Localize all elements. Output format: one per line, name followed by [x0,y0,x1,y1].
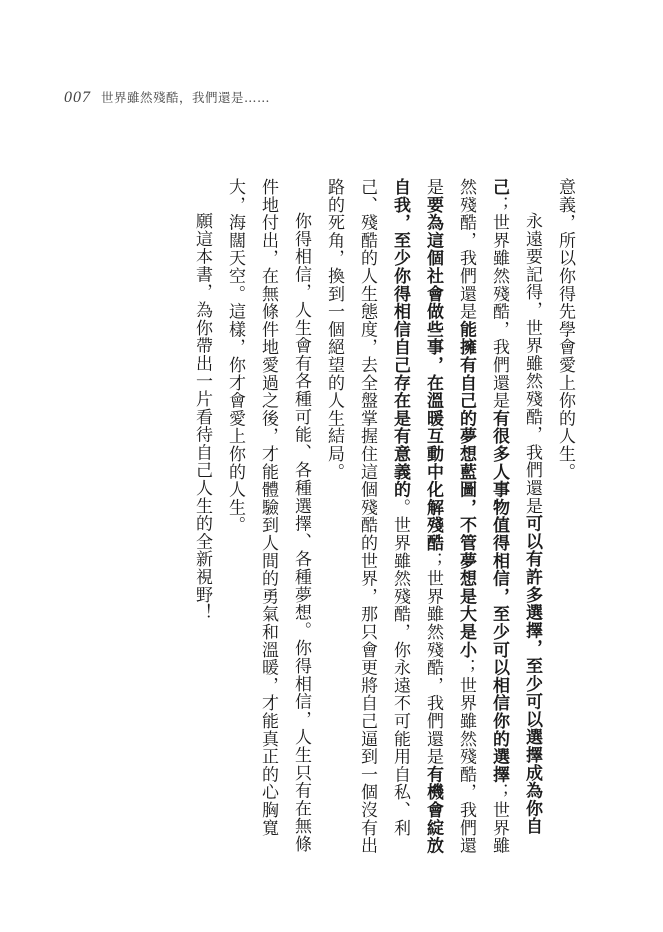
text-segment: 。世界雖然殘酷，你永遠不可能用自私、利己、殘酷的人生態度，去全盤掌握住這個殘酷的世界，那只會更將自己逼到一個沒有出路的死角，換到一個絕望的人生結局。 [324,178,410,855]
page-number: 007 [64,89,91,106]
paragraph-3 [218,178,317,868]
bold-segment: 可以有許多選擇，至少可以選擇成為你自己 [489,178,542,836]
text-segment: ；世界雖然殘酷，我們還是 [423,178,476,855]
bold-segment: 能擁有自己的夢想藍圖，不管夢想是大是小 [456,320,476,659]
text-segment: 你得相信，人生會有各種可能、各種選擇、各種夢想。你得相信，人生只有在無條件地付出，在無條件地愛過之後，才能體驗到人間的勇氣和溫暖，才能真正的心胸寬大，海闊天空。這樣，你才會愛上你的人生。 [225,178,311,853]
text-segment: 意義，所以你得先學會愛上你的人生。 [555,178,575,481]
bold-segment: 要為這個社會做些事，在溫暖互動中化解殘酷 [423,195,443,552]
bold-segment: 有很多人事物值得相信，至少可以相信你的選擇 [489,409,509,784]
running-title: 世界雖然殘酷，我們還是…… [101,90,271,105]
paragraph-1 [548,178,581,868]
paragraph-4 [185,178,218,868]
paragraph-2 [317,178,548,868]
bold-segment: 有機會綻放自我，至少你得相信自己存在是有意義的 [390,178,443,855]
text-segment: ；世界雖然殘酷，我們還是 [489,195,509,410]
text-segment: ；世界雖然殘酷，我們還是 [456,178,509,855]
body-text [71,178,581,868]
text-segment: ；世界雖然殘酷，我們還是 [423,551,443,766]
page-header [64,88,270,107]
text-segment: 永遠要記得，世界雖然殘酷，我們還是 [522,212,542,515]
text-segment: 願這本書，為你帶出一片看待自己人生的全新視野！ [192,212,212,622]
